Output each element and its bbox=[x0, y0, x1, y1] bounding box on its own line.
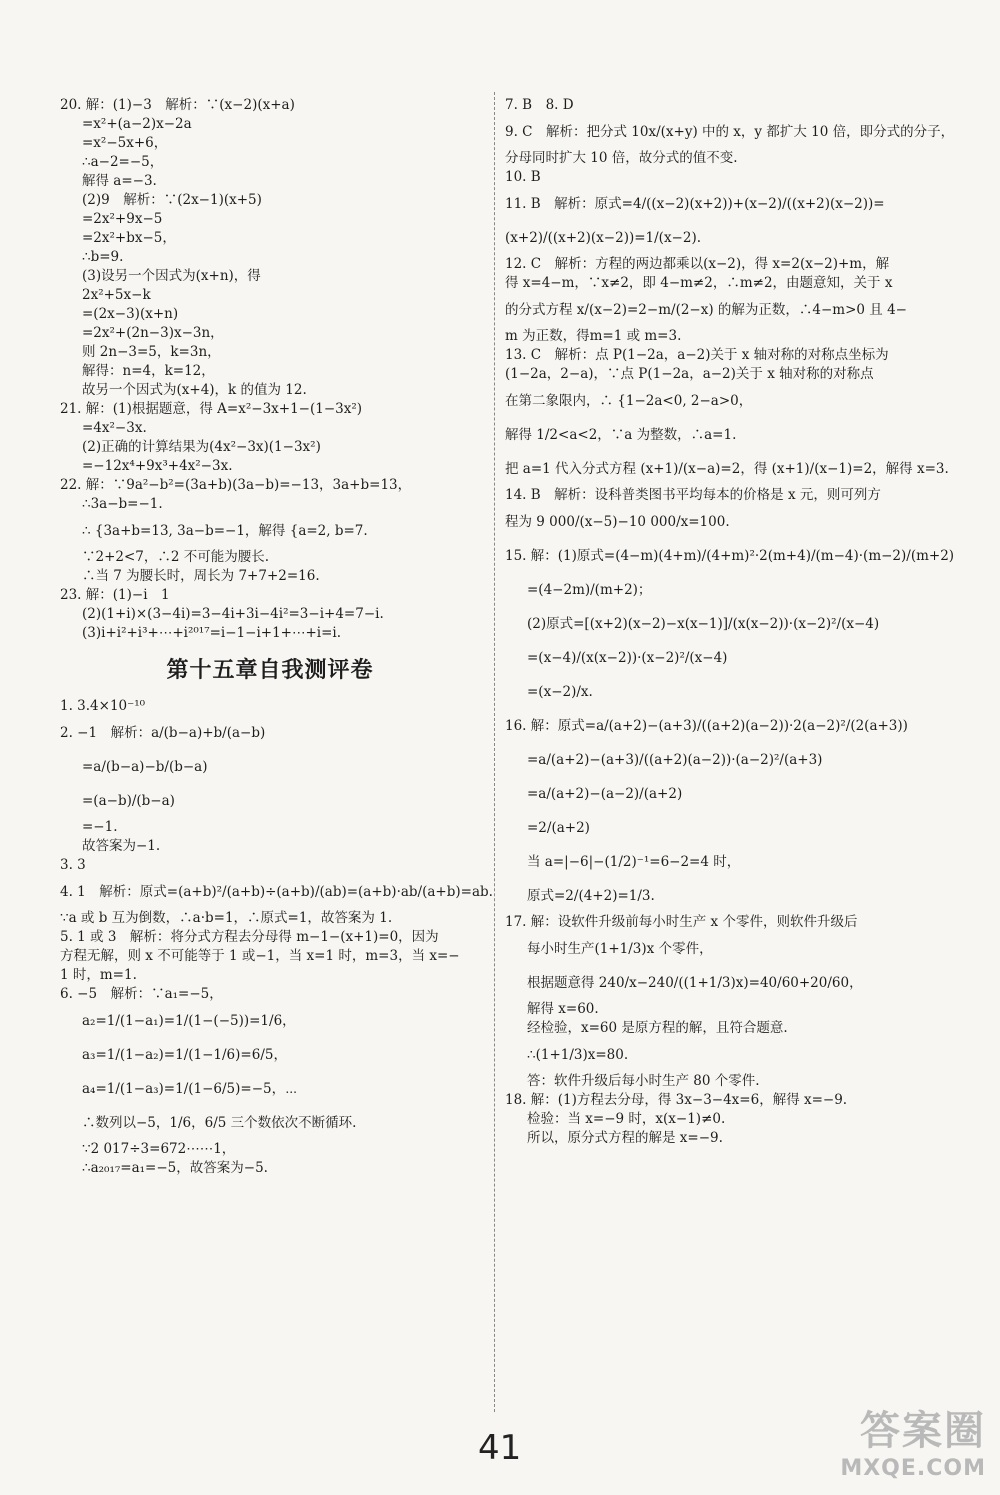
answer-line: 原式=2/(4+2)=1/3. bbox=[527, 888, 655, 904]
answer-line: 1. 3.4×10⁻¹⁰ bbox=[60, 698, 146, 714]
answer-line: ∵2+2<7，∴2 不可能为腰长. bbox=[82, 549, 270, 565]
answer-line: (2)(1+i)×(3−4i)=3−4i+3i−4i²=3−i+4=7−i. bbox=[82, 606, 384, 622]
answer-line: 13. C 解析：点 P(1−2a，a−2)关于 x 轴对称的对称点坐标为 bbox=[505, 347, 889, 363]
answer-line: =2x²+(2n−3)x−3n， bbox=[82, 325, 224, 341]
answer-line: ∴当 7 为腰长时，周长为 7+7+2=16. bbox=[82, 568, 320, 584]
answer-line: =4x²−3x. bbox=[82, 420, 147, 436]
answer-line: =(x−4)/(x(x−2))·(x−2)²/(x−4) bbox=[527, 650, 728, 666]
answer-line: 12. C 解析：方程的两边都乘以(x−2)，得 x=2(x−2)+m，解 bbox=[505, 256, 890, 272]
answer-line: 5. 1 或 3 解析：将分式方程去分母得 m−1−(x+1)=0，因为 bbox=[60, 929, 439, 945]
answer-line: 10. B bbox=[505, 169, 541, 185]
answer-line: a₄=1/(1−a₃)=1/(1−6/5)=−5，⋯ bbox=[82, 1081, 298, 1097]
answer-line: 在第二象限内，∴ {1−2a<0, 2−a>0， bbox=[505, 393, 753, 409]
answer-line: 检验：当 x=−9 时，x(x−1)≠0. bbox=[527, 1111, 726, 1127]
answer-line: =a/(a+2)−(a−2)/(a+2) bbox=[527, 786, 683, 802]
answer-line: =−1. bbox=[82, 819, 118, 835]
answer-line: 根据题意得 240/x−240/((1+1/3)x)=40/60+20/60， bbox=[527, 975, 863, 991]
answer-line: 所以，原分式方程的解是 x=−9. bbox=[527, 1130, 723, 1146]
answer-line: 解得 x=60. bbox=[527, 1001, 599, 1017]
answer-line: 16. 解：原式=a/(a+2)−(a+3)/((a+2)(a−2))·2(a−2)²/(2(a+3)) bbox=[505, 718, 908, 734]
answer-line: (1−2a，2−a)，∵点 P(1−2a，a−2)关于 x 轴对称的对称点 bbox=[505, 366, 874, 382]
answer-line: a₂=1/(1−a₁)=1/(1−(−5))=1/6， bbox=[82, 1013, 296, 1029]
answer-line: 方程无解，则 x 不可能等于 1 或−1，当 x=1 时，m=3，当 x=− bbox=[60, 948, 460, 964]
answer-line: 的分式方程 x/(x−2)=2−m/(2−x) 的解为正数，∴4−m>0 且 4− bbox=[505, 302, 907, 318]
answer-line: =2x²+9x−5 bbox=[82, 211, 163, 227]
answer-line: =(x−2)/x. bbox=[527, 684, 593, 700]
answer-line: ∵a 或 b 互为倒数，∴a·b=1，∴原式=1，故答案为 1. bbox=[60, 910, 393, 926]
answer-line: m 为正数，得m=1 或 m=3. bbox=[505, 328, 682, 344]
answer-line: =2/(a+2) bbox=[527, 820, 590, 836]
answer-line: 1 时，m=1. bbox=[60, 967, 137, 983]
page-number: 41 bbox=[478, 1428, 522, 1468]
answer-line: 9. C 解析：把分式 10x/(x+y) 中的 x，y 都扩大 10 倍，即分式的分子， bbox=[505, 124, 955, 140]
answer-line: 当 a=|−6|−(1/2)⁻¹=6−2=4 时， bbox=[527, 854, 741, 870]
answer-line: 每小时生产(1+1/3)x 个零件， bbox=[527, 941, 713, 957]
answer-line: 经检验，x=60 是原方程的解，且符合题意. bbox=[527, 1020, 788, 1036]
answer-line: 故答案为−1. bbox=[82, 838, 161, 854]
answer-line: ∵2 017÷3=672⋯⋯1， bbox=[82, 1141, 236, 1157]
watermark-logo bbox=[840, 1399, 986, 1481]
answer-line: 解得 1/2<a<2，∵a 为整数，∴a=1. bbox=[505, 427, 737, 443]
answer-line: 程为 9 000/(x−5)−10 000/x=100. bbox=[505, 514, 730, 530]
answer-line: 解得：n=4，k=12， bbox=[82, 363, 215, 379]
answer-line: 17. 解：设软件升级前每小时生产 x 个零件，则软件升级后 bbox=[505, 914, 858, 930]
answer-line: (2)原式=[(x+2)(x−2)−x(x−1)]/(x(x−2))·(x−2)²/(x−4) bbox=[527, 616, 880, 632]
answer-line: =x²+(a−2)x−2a bbox=[82, 116, 192, 132]
answer-line: 4. 1 解析：原式=(a+b)²/(a+b)÷(a+b)/(ab)=(a+b)·ab/(a+b)=ab. bbox=[60, 884, 493, 900]
answer-line: 18. 解：(1)方程去分母，得 3x−3−4x=6，解得 x=−9. bbox=[505, 1092, 848, 1108]
answer-line: 11. B 解析：原式=4/((x−2)(x+2))+(x−2)/((x+2)(x−2))= bbox=[505, 196, 885, 212]
answer-line: 解得 a=−3. bbox=[82, 173, 157, 189]
answer-line: 得 x=4−m，∵x≠2，即 4−m≠2，∴m≠2，由题意知，关于 x bbox=[505, 275, 893, 291]
answer-line: ∴数列以−5，1/6，6/5 三个数依次不断循环. bbox=[82, 1115, 357, 1131]
answer-line: (3)i+i²+i³+⋯+i²⁰¹⁷=i−1−i+1+⋯+i=i. bbox=[82, 625, 342, 641]
answer-line: 23. 解：(1)−i 1 bbox=[60, 587, 170, 603]
answer-line: 20. 解：(1)−3 解析：∵(x−2)(x+a) bbox=[60, 97, 295, 113]
answer-line: 2x²+5x−k bbox=[82, 287, 151, 303]
right-column bbox=[505, 96, 955, 1148]
answer-line: 2. −1 解析：a/(b−a)+b/(a−b) bbox=[60, 725, 266, 741]
answer-line: (2)9 解析：∵(2x−1)(x+5) bbox=[82, 192, 262, 208]
answer-line: 把 a=1 代入分式方程 (x+1)/(x−a)=2，得 (x+1)/(x−1)=2，解得 x=3. bbox=[505, 461, 949, 477]
answer-line: =a/(a+2)−(a+3)/((a+2)(a−2))·(a−2)²/(a+3) bbox=[527, 752, 823, 768]
column-divider bbox=[494, 92, 495, 1412]
answer-line: 15. 解：(1)原式=(4−m)(4+m)/(4+m)²·2(m+4)/(m−4)·(m−2)/(m+2) bbox=[505, 548, 955, 564]
answer-line: 21. 解：(1)根据题意，得 A=x²−3x+1−(1−3x²) bbox=[60, 401, 363, 417]
answer-line: =−12x⁴+9x³+4x²−3x. bbox=[82, 458, 233, 474]
answer-line: 故另一个因式为(x+4)，k 的值为 12. bbox=[82, 382, 307, 398]
answer-line: 则 2n−3=5，k=3n， bbox=[82, 344, 221, 360]
answer-line: =(4−2m)/(m+2)； bbox=[527, 582, 652, 598]
left-column bbox=[60, 96, 493, 1178]
answer-line: ∴(1+1/3)x=80. bbox=[527, 1047, 629, 1063]
answer-line: (2)正确的计算结果为(4x²−3x)(1−3x²) bbox=[82, 439, 321, 455]
answer-line: =(2x−3)(x+n) bbox=[82, 306, 179, 322]
chapter-title: 第十五章自我测评卷 bbox=[166, 658, 374, 683]
answer-line: ∴a−2=−5， bbox=[82, 154, 164, 170]
answer-line: =(a−b)/(b−a) bbox=[82, 793, 175, 809]
answer-line: ∴3a−b=−1. bbox=[82, 496, 163, 512]
answer-line: (3)设另一个因式为(x+n)，得 bbox=[82, 268, 261, 284]
answer-line: a₃=1/(1−a₂)=1/(1−1/6)=6/5， bbox=[82, 1047, 287, 1063]
answer-line: 答：软件升级后每小时生产 80 个零件. bbox=[527, 1073, 760, 1089]
answer-line: 14. B 解析：设科普类图书平均每本的价格是 x 元，则可列方 bbox=[505, 487, 881, 503]
answer-line: 22. 解：∵9a²−b²=(3a+b)(3a−b)=−13，3a+b=13， bbox=[60, 477, 412, 493]
answer-line: ∴b=9. bbox=[82, 249, 124, 265]
answer-line: ∴a₂₀₁₇=a₁=−5，故答案为−5. bbox=[82, 1160, 268, 1176]
answer-line: 7. B 8. D bbox=[505, 97, 574, 113]
answer-line: ∴ {3a+b=13, 3a−b=−1，解得 {a=2, b=7. bbox=[82, 523, 368, 539]
answer-line: =2x²+bx−5， bbox=[82, 230, 176, 246]
answer-line: =x²−5x+6， bbox=[82, 135, 168, 151]
answer-line: =a/(b−a)−b/(b−a) bbox=[82, 759, 208, 775]
answer-line: 分母同时扩大 10 倍，故分式的值不变. bbox=[505, 150, 738, 166]
answer-line: 3. 3 bbox=[60, 857, 86, 873]
answer-line: (x+2)/((x+2)(x−2))=1/(x−2). bbox=[505, 230, 702, 246]
watermark-main: 答案圈 bbox=[860, 1408, 986, 1454]
watermark-url: MXQE.COM bbox=[840, 1456, 986, 1481]
answer-line: 6. −5 解析：∵a₁=−5， bbox=[60, 986, 223, 1002]
